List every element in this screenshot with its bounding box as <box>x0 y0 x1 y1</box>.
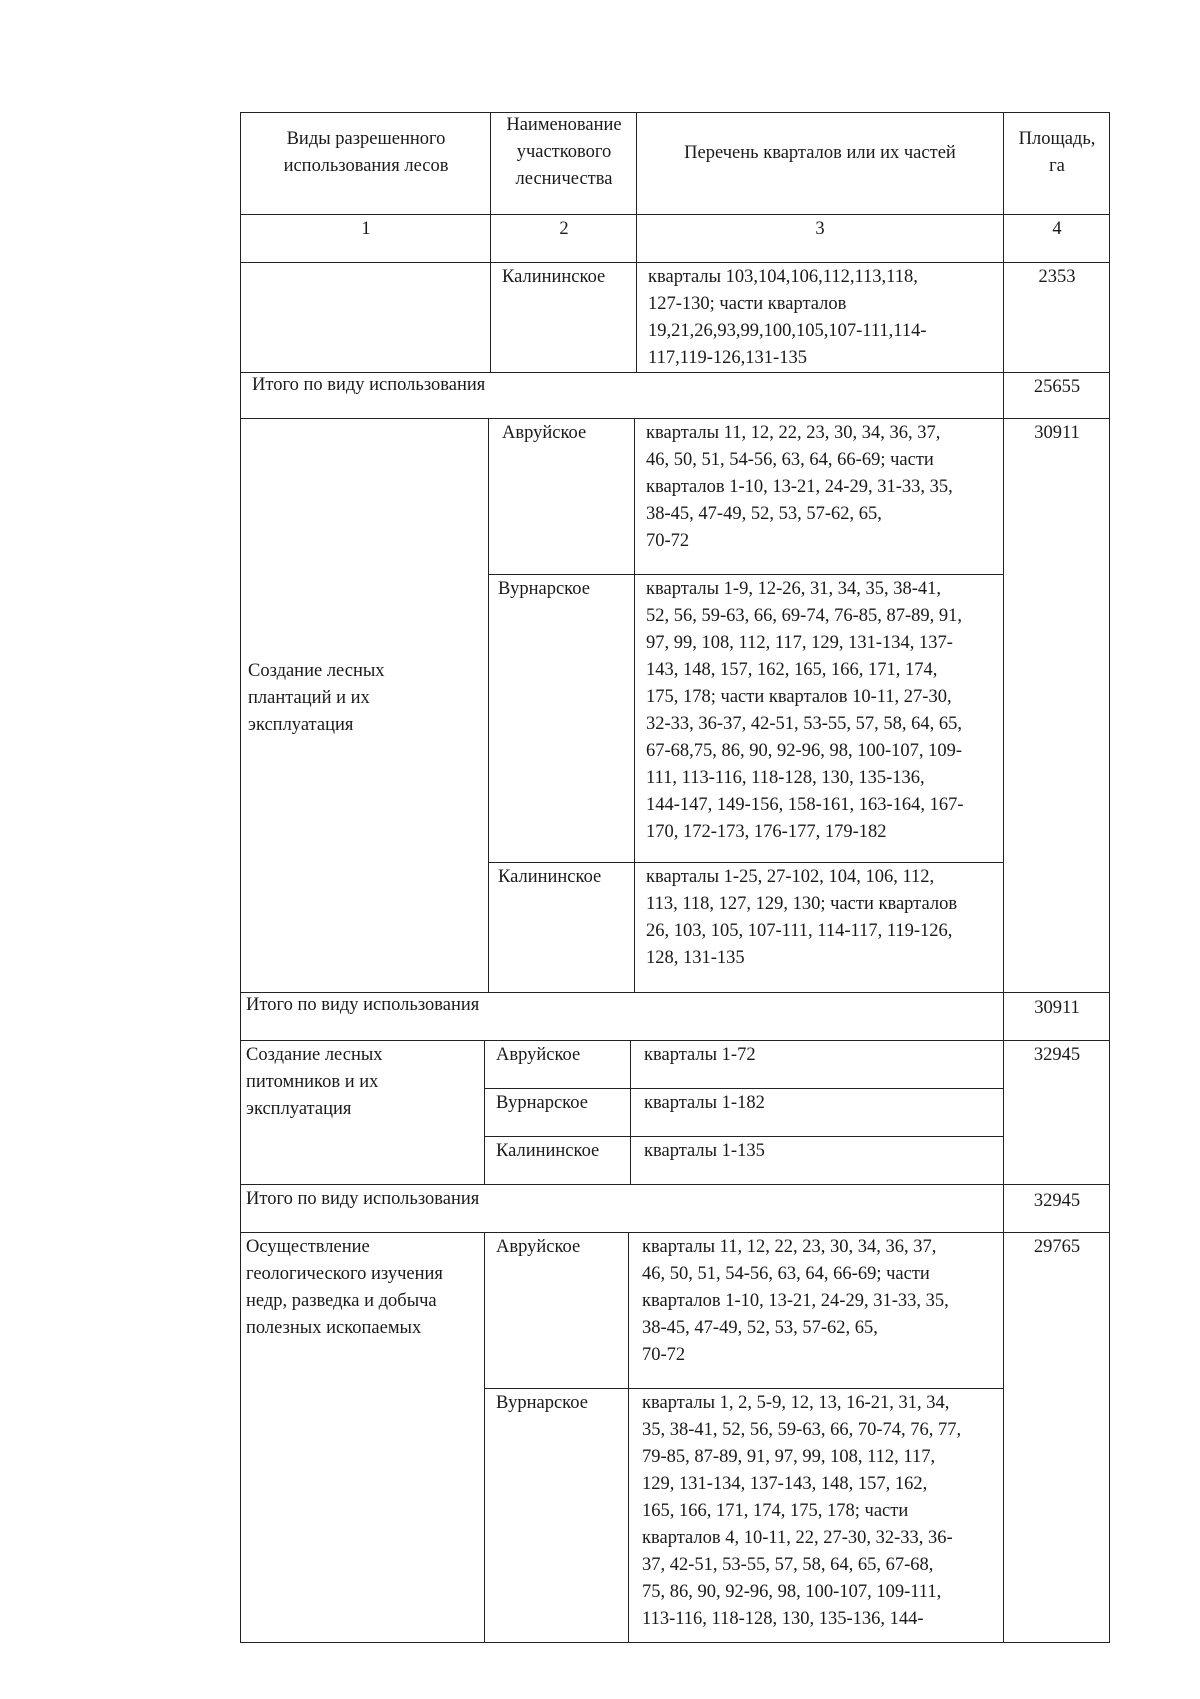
forestry-name: Вурнарское <box>496 1093 588 1113</box>
total-area: 32945 <box>1033 1191 1081 1211</box>
column-number-1: 1 <box>361 219 371 239</box>
area-value: 30911 <box>1034 423 1080 443</box>
total-label: Итого по виду использования <box>252 375 486 395</box>
quarters-list: кварталы 1-9, 12-26, 31, 34, 35, 38-41, 52, 56, 59-63, 66, 69-74, 76-85, 87-89, 91, 97, 99, 108, 112, 117, 129, 131-134, 137- 143, 148, 157, 162, 165, 166, 171, 174, 175, 178; части кварталов 10-11, 27-30, 32-33, 36-37, 42-51, 53-55, 57, 58, 64, 65, 67-68,75, 86, 90, 92-96, 98, 100-107, 109- 111, 113-116, 118-128, 130, 135-136, 144-147, 149-156, 158-161, 163-164, 167- 170, 172-173, 176-177, 179-182 <box>646 579 964 842</box>
quarters-list: кварталы 1-135 <box>644 1141 765 1161</box>
col2-divider <box>484 1040 485 1184</box>
quarters-list: кварталы 11, 12, 22, 23, 30, 34, 36, 37, 46, 50, 51, 54-56, 63, 64, 66-69; части кварталов 1-10, 13-21, 24-29, 31-33, 35, 38-45, 47-49, 52, 53, 57-62, 65, 70-72 <box>646 423 953 551</box>
col4-divider <box>1003 112 1004 1642</box>
quarters-list: кварталы 1-72 <box>644 1045 756 1065</box>
column-number-3: 3 <box>815 219 825 239</box>
total-area: 25655 <box>1033 377 1081 397</box>
quarters-list: кварталы 103,104,106,112,113,118, 127-130; части кварталов 19,21,26,93,99,100,105,107-111,114- 117,119-126,131-135 <box>648 267 927 368</box>
usage-type-geology: Осуществление геологического изучения недр, разведка и добыча полезных ископаемых <box>246 1237 443 1338</box>
table-border-bottom <box>240 1642 1110 1643</box>
header-col-area: Площадь, га <box>1018 129 1096 176</box>
col3-divider <box>636 112 637 372</box>
quarters-list: кварталы 1-25, 27-102, 104, 106, 112, 113, 118, 127, 129, 130; части кварталов 26, 103, 105, 107-111, 114-117, 119-126, 128, 131-135 <box>646 867 958 968</box>
area-value: 2353 <box>1038 267 1076 287</box>
area-value: 32945 <box>1033 1045 1081 1065</box>
forestry-name: Калининское <box>502 267 606 287</box>
area-value: 29765 <box>1033 1237 1081 1257</box>
forestry-name: Калининское <box>498 867 602 887</box>
total-label: Итого по виду использования <box>246 995 480 1015</box>
total-label: Итого по виду использования <box>246 1189 480 1209</box>
forestry-name: Вурнарское <box>498 579 590 599</box>
usage-type-plantations: Создание лесных плантаций и их эксплуатация <box>248 661 385 735</box>
table-border-left <box>240 112 241 1642</box>
header-col-quarters: Перечень кварталов или их частей <box>684 143 956 163</box>
col2-divider <box>484 1232 485 1642</box>
col2-divider <box>488 418 489 992</box>
col3-divider <box>630 1040 631 1184</box>
quarters-list: кварталы 1, 2, 5-9, 12, 13, 16-21, 31, 34, 35, 38-41, 52, 56, 59-63, 66, 70-74, 76, 77, 79-85, 87-89, 91, 97, 99, 108, 112, 117, 129, 131-134, 137-143, 148, 157, 162, 165, 166, 171, 174, 175, 178; части кварталов 4, 10-11, 22, 27-30, 32-33, 36- 37, 42-51, 53-55, 57, 58, 64, 65, 67-68, 75, 86, 90, 92-96, 98, 100-107, 109-111, 113-116, 118-128, 130, 135-136, 144- <box>642 1393 962 1629</box>
usage-type-nurseries: Создание лесных питомников и их эксплуатация <box>246 1045 383 1119</box>
forestry-name: Вурнарское <box>496 1393 588 1413</box>
header-col-usage-type: Виды разрешенного использования лесов <box>283 129 449 176</box>
table-border-top <box>240 112 1110 113</box>
forestry-name: Авруйское <box>496 1045 581 1065</box>
forestry-name: Калининское <box>496 1141 600 1161</box>
col3-divider <box>634 418 635 992</box>
table-border-right <box>1109 112 1110 1642</box>
total-area: 30911 <box>1034 998 1080 1018</box>
header-col-forestry: Наименование участкового лесничества <box>506 115 622 189</box>
quarters-list: кварталы 1-182 <box>644 1093 765 1113</box>
forestry-name: Авруйское <box>502 423 587 443</box>
column-number-4: 4 <box>1052 219 1062 239</box>
col3-divider <box>628 1232 629 1642</box>
forestry-name: Авруйское <box>496 1237 581 1257</box>
quarters-list: кварталы 11, 12, 22, 23, 30, 34, 36, 37, 46, 50, 51, 54-56, 63, 64, 66-69; части кварталов 1-10, 13-21, 24-29, 31-33, 35, 38-45, 47-49, 52, 53, 57-62, 65, 70-72 <box>642 1237 949 1365</box>
column-number-2: 2 <box>559 219 569 239</box>
